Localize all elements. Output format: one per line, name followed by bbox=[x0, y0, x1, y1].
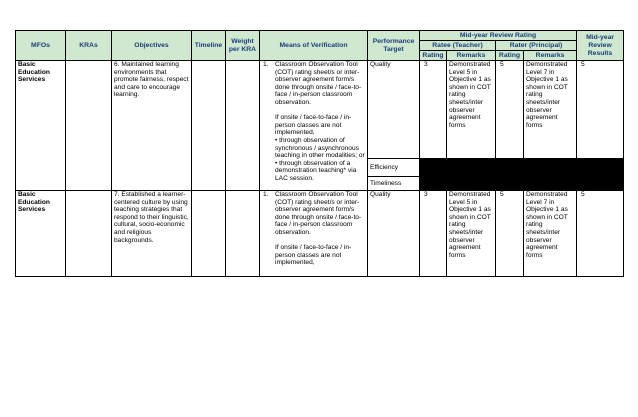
redacted-block bbox=[420, 159, 624, 191]
header-objectives: Objectives bbox=[112, 31, 192, 61]
header-mfos: MFOs bbox=[16, 31, 66, 61]
rater-rating-cell: 5 bbox=[496, 191, 524, 277]
review-result-cell: 5 bbox=[577, 191, 624, 277]
weight-cell bbox=[226, 191, 260, 277]
ipcrf-table bbox=[15, 30, 624, 277]
performance-target-timeliness: Timeliness bbox=[368, 177, 420, 191]
objective-cell: 7. Established a learner-centered culture by using teaching strategies that respond to their linguistic, cultural, socio-economic and religious backgrounds. bbox=[112, 191, 192, 277]
header-midyear-review-results: Mid-year Review Results bbox=[577, 31, 624, 61]
header-ratee-remarks: Remarks bbox=[447, 51, 496, 61]
means-of-verification-cell bbox=[260, 61, 368, 191]
ratee-rating-cell: 3 bbox=[420, 191, 447, 277]
header-kras: KRAs bbox=[66, 31, 112, 61]
mov-text: Classroom Observation Tool (COT) rating sheet/s or inter-observer agreement form/s done through onsite / face-to-face / in-person classroom observation. bbox=[275, 61, 362, 106]
performance-target-quality: Quality bbox=[368, 191, 420, 277]
mov-text: If onsite / face-to-face / in-person classes are not implemented, bbox=[275, 244, 352, 267]
mov-spacer bbox=[275, 107, 365, 115]
ratee-remarks-cell: Demonstrated Level 5 in Objective 1 as shown in COT rating sheets/inter observer agreement forms bbox=[447, 191, 496, 277]
mov-spacer bbox=[275, 237, 365, 245]
ratee-remarks-cell: Demonstrated Level 5 in Objective 1 as shown in COT rating sheets/inter observer agreement forms bbox=[447, 61, 496, 159]
header-ratee-teacher: Ratee (Teacher) bbox=[420, 41, 496, 51]
weight-cell bbox=[226, 61, 260, 191]
kra-cell bbox=[66, 61, 112, 191]
rater-remarks-cell: Demonstrated Level 7 in Objective 1 as shown in COT rating sheets/inter observer agreement forms bbox=[524, 191, 577, 277]
mov-number: 1. bbox=[263, 191, 269, 198]
table-row bbox=[16, 61, 624, 159]
table-row bbox=[16, 191, 624, 277]
header-rater-rating: Rating bbox=[496, 51, 524, 61]
objective-cell: 6. Maintained learning environments that promote fairness, respect and care to encourage learning. bbox=[112, 61, 192, 191]
rater-rating-cell: 5 bbox=[496, 61, 524, 159]
header-ratee-rating: Rating bbox=[420, 51, 447, 61]
ratee-rating-cell: 3 bbox=[420, 61, 447, 159]
mov-text: • through observation of synchronous / asynchronous teaching in other modalities; or bbox=[275, 136, 365, 160]
review-result-cell: 5 bbox=[577, 61, 624, 159]
rater-remarks-cell: Demonstrated Level 7 in Objective 1 as shown in COT rating sheets/inter observer agreement forms bbox=[524, 61, 577, 159]
header-midyear-review-rating: Mid-year Review Rating bbox=[420, 31, 577, 41]
mfo-cell: Basic Education Services bbox=[16, 191, 66, 277]
performance-target-quality: Quality bbox=[368, 61, 420, 159]
means-of-verification-cell bbox=[260, 191, 368, 277]
mov-text: If onsite / face-to-face / in-person classes are not implemented, bbox=[275, 114, 352, 137]
header-timeline: Timeline bbox=[192, 31, 226, 61]
kra-cell bbox=[66, 191, 112, 277]
mov-number: 1. bbox=[263, 61, 269, 68]
performance-target-efficiency: Efficiency bbox=[368, 159, 420, 177]
timeline-cell bbox=[192, 61, 226, 191]
header-weight-per-kra: Weight per KRA bbox=[226, 31, 260, 61]
timeline-cell bbox=[192, 191, 226, 277]
header-means-of-verification: Means of Verification bbox=[260, 31, 368, 61]
mov-text: Classroom Observation Tool (COT) rating sheet/s or inter-observer agreement form/s done through onsite / face-to-face / in-person classroom observation. bbox=[275, 191, 362, 236]
header-performance-target: Performance Target bbox=[368, 31, 420, 61]
header-rater-principal: Rater (Principal) bbox=[496, 41, 577, 51]
mfo-cell: Basic Education Services bbox=[16, 61, 66, 191]
mov-text: • through observation of a demonstration teaching* via LAC session. bbox=[275, 159, 357, 182]
header-rater-remarks: Remarks bbox=[524, 51, 577, 61]
